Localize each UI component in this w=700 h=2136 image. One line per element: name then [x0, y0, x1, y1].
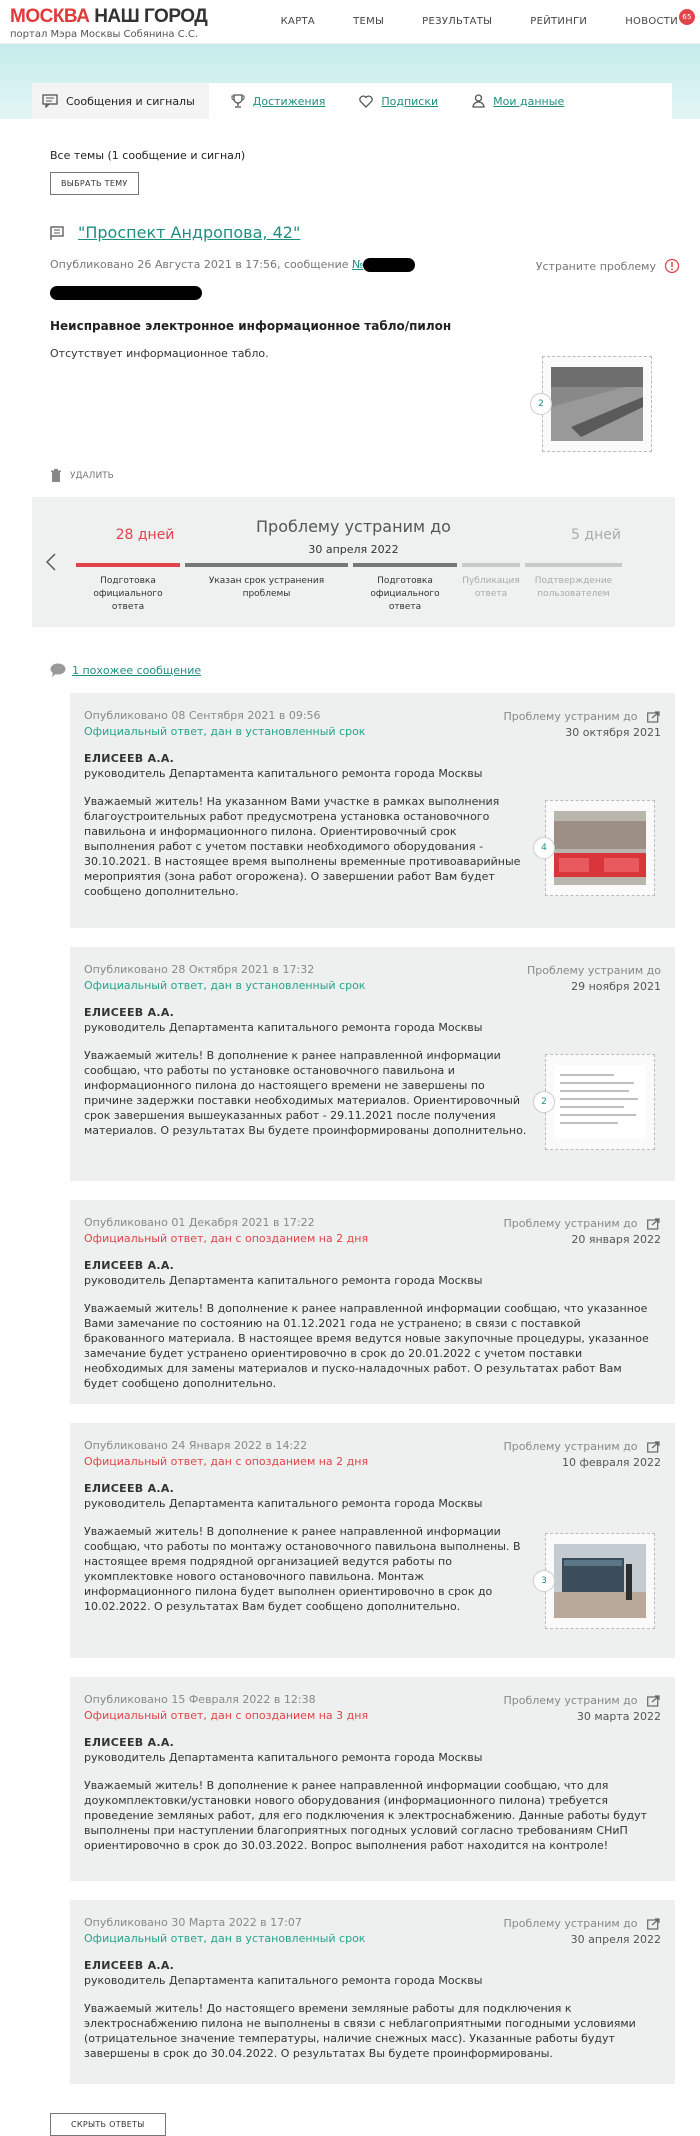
nav-news[interactable]: [625, 13, 692, 27]
answer-deadline: [503, 1216, 661, 1248]
answer-text: Уважаемый житель! На указанном Вами участке в рамках выполнения благоустроительных работ предусмотрена установка остановочного павильона и информационного пилона. Ориентировочный срок выполнения работ с учетом поставки необходимого оборудования - 30.10.2021. В настоящее время выполнены временные противоаварийные мероприятия (зона работ огорожена). О завершении работ Вам будет сообщено дополнительно.: [84, 795, 521, 898]
answer-fix-label: Проблему устраним до: [503, 1917, 638, 1930]
share-icon[interactable]: [647, 1918, 661, 1930]
answer-status: Официальный ответ, дан с опозданием на 2 дня: [84, 1232, 369, 1245]
tab-achievements-label: Достижения: [252, 94, 326, 108]
message-published: Опубликовано 26 Августа 2021 в 17:56, сообщение: [50, 258, 353, 271]
step-bar-2: [185, 563, 348, 567]
tab-my-data-label: Мои данные: [493, 94, 565, 108]
answer-deadline: [503, 1693, 661, 1725]
answer-photo[interactable]: [541, 1533, 655, 1629]
answer-deadline: [527, 963, 661, 995]
answer-author-position: руководитель Департамента капитального ремонта города Москвы: [84, 1021, 483, 1034]
message-body: [50, 319, 700, 469]
step-label-3: Подготовка официального ответа: [370, 576, 440, 612]
answer-text: Уважаемый житель! В дополнение к ранее направленной информации сообщаю, что работы по монтажу остановочного павильона выполнены. В настоящее время подрядной организацией ведутся работы по укомплектовке нового остановочного павильона. Монтаж информационного пилона будет выполнен ориентировочно в срок до 10.02.2022. О результатах Вам будет сообщено дополнительно.: [84, 1525, 521, 1613]
profile-band: [0, 44, 700, 119]
nav-map[interactable]: КАРТА: [280, 16, 316, 27]
answer-author-position: руководитель Департамента капитального ремонта города Москвы: [84, 1974, 483, 1987]
main-content: [0, 149, 700, 483]
answer-photo[interactable]: [541, 800, 655, 896]
answer-author-position: руководитель Департамента капитального ремонта города Москвы: [84, 1497, 483, 1510]
message-address-link[interactable]: "Проспект Андропова, 42": [78, 223, 301, 242]
step-bar-3: [353, 563, 457, 567]
answers-list: [0, 693, 700, 2084]
choose-topic-button[interactable]: ВЫБРАТЬ ТЕМУ: [50, 172, 139, 195]
comment-icon: [50, 663, 66, 677]
share-icon[interactable]: [647, 1218, 661, 1230]
share-icon[interactable]: [647, 1441, 661, 1453]
answer-card: [70, 693, 675, 928]
tab-messages-label: Сообщения и сигналы: [66, 94, 195, 108]
answer-card: [70, 1423, 675, 1658]
step-label-5: Подтверждение пользователем: [534, 576, 613, 599]
answer-photo-thumbnail: [554, 1544, 646, 1618]
answer-date: Опубликовано 01 Декабря 2021 в 17:22: [84, 1216, 315, 1229]
hide-answers-button[interactable]: СКРЫТЬ ОТВЕТЫ: [50, 2113, 166, 2136]
step-bar-4: [462, 563, 520, 567]
step-label-2: Указан срок устранения проблемы: [208, 576, 325, 599]
trash-icon: [50, 469, 62, 483]
answer-date: Опубликовано 15 Февраля 2022 в 12:38: [84, 1693, 316, 1706]
answer-deadline: [503, 1439, 661, 1471]
logo[interactable]: [10, 6, 207, 40]
answer-author-name: ЕЛИСЕЕВ А.А.: [84, 1006, 175, 1019]
answer-fix-label: Проблему устраним до: [503, 1440, 638, 1453]
photo-thumbnail: [551, 367, 643, 441]
nav-topics[interactable]: ТЕМЫ: [353, 16, 385, 27]
chat-icon: [42, 94, 58, 108]
answer-author-name: ЕЛИСЕЕВ А.А.: [84, 1959, 175, 1972]
answer-fix-date: 29 ноября 2021: [571, 980, 661, 993]
answer-photo-thumbnail: [554, 811, 646, 885]
answer-fix-date: 30 октября 2021: [565, 726, 661, 739]
profile-tabs: [32, 83, 672, 119]
delete-label: УДАЛИТЬ: [70, 471, 114, 481]
logo-subtitle: портал Мэра Москвы Собянина С.С.: [10, 29, 199, 40]
answer-deadline: [503, 709, 661, 741]
answer-status: Официальный ответ, дан в установленный срок: [84, 725, 366, 738]
message-title: Неисправное электронное информационное табло/пилон: [50, 319, 452, 333]
tab-subscriptions[interactable]: [347, 83, 450, 119]
answer-status: Официальный ответ, дан с опозданием на 2 дня: [84, 1455, 369, 1468]
message-description: Отсутствует информационное табло.: [50, 347, 269, 360]
answer-document-thumbnail: [554, 1065, 646, 1139]
nav-ratings[interactable]: РЕЙТИНГИ: [530, 16, 588, 27]
news-count-badge: 65: [679, 9, 695, 25]
photo-count: 2: [530, 393, 552, 415]
answer-photo[interactable]: [541, 1054, 655, 1150]
tab-my-data[interactable]: [460, 83, 576, 119]
answer-author-position: руководитель Департамента капитального ремонта города Москвы: [84, 1274, 483, 1287]
fix-problem-status: [536, 258, 680, 274]
share-icon[interactable]: [647, 1695, 661, 1707]
answer-card: [70, 1677, 675, 1881]
step-bar-1: [76, 563, 180, 567]
answer-fix-date: 10 февраля 2022: [561, 1456, 661, 1469]
similar-messages: [50, 663, 700, 677]
main-nav: [243, 13, 692, 27]
progress-deadline: 30 апреля 2022: [308, 543, 399, 556]
answer-status: Официальный ответ, дан в установленный срок: [84, 979, 366, 992]
nav-results[interactable]: РЕЗУЛЬТАТЫ: [422, 16, 493, 27]
progress-panel: [32, 497, 675, 627]
alert-icon: [664, 258, 680, 274]
redacted-number: [363, 258, 415, 272]
step-bar-5: [525, 563, 622, 567]
answer-date: Опубликовано 24 Января 2022 в 14:22: [84, 1439, 308, 1452]
answer-author-name: ЕЛИСЕЕВ А.А.: [84, 1482, 175, 1495]
message-header: [50, 223, 700, 242]
answer-text: Уважаемый житель! В дополнение к ранее направленной информации сообщаю, что указанное Вами замечание по состоянию на 01.12.2021 года не устранено; в связи с поставкой бракованного материала. В настоящее время ведутся новые закупочные процедуры, указанное замечание будет устранено ориентировочно в срок до 20.01.2022 с учетом поставки необходимых для замены материалов и пуско-наладочных работ. О результатах работ Вам будет сообщено дополнительно.: [84, 1302, 649, 1390]
nav-news-label: НОВОСТИ: [625, 16, 678, 27]
answer-card: [70, 1200, 675, 1404]
all-topics-label: Все темы (1 сообщение и сигнал): [50, 149, 246, 162]
message-flag-icon: [50, 226, 64, 240]
tab-messages[interactable]: [32, 83, 209, 119]
answer-date: Опубликовано 28 Октября 2021 в 17:32: [84, 963, 315, 976]
answer-photo-count: 2: [533, 1091, 555, 1113]
message-number-prefix[interactable]: №: [352, 258, 364, 271]
logo-moscow: МОСКВА: [10, 6, 90, 27]
tab-subscriptions-label: Подписки: [381, 94, 439, 108]
answer-author-position: руководитель Департамента капитального ремонта города Москвы: [84, 767, 483, 780]
tab-achievements[interactable]: [219, 83, 338, 119]
fix-problem-label: Устраните проблему: [535, 259, 656, 273]
header: [0, 0, 700, 44]
answer-card: [70, 1900, 675, 2084]
answer-author-name: ЕЛИСЕЕВ А.А.: [84, 1259, 175, 1272]
message-meta: [50, 258, 700, 272]
answer-status: Официальный ответ, дан в установленный срок: [84, 1932, 366, 1945]
answer-photo-count: 4: [533, 837, 555, 859]
days-elapsed: 28 дней: [115, 527, 175, 543]
heart-icon: [359, 95, 373, 108]
delete-action[interactable]: [50, 469, 700, 483]
answer-status: Официальный ответ, дан с опозданием на 3 дня: [84, 1709, 369, 1722]
days-remaining: 5 дней: [571, 527, 621, 543]
user-icon: [472, 94, 485, 108]
answer-deadline: [503, 1916, 661, 1948]
redacted-author: [50, 286, 202, 300]
answer-author-name: ЕЛИСЕЕВ А.А.: [84, 1736, 175, 1749]
answer-text: Уважаемый житель! В дополнение к ранее направленной информации сообщаю, что для доукомплектовки/установки нового оборудования (информационного пилона) требуется проведение земляных работ, для его подключения к электроснабжению. Данные работы будут выполнены при наступлении благоприятных погодных условий согласно требованиям СНиП ориентировочно в срок до 30.03.2022. Вопрос выполнения работ находится на контроле!: [84, 1779, 648, 1852]
trophy-icon: [231, 94, 245, 108]
answer-date: Опубликовано 30 Марта 2022 в 17:07: [84, 1916, 302, 1929]
message-photo[interactable]: [538, 356, 652, 452]
answer-card: [70, 947, 675, 1181]
step-label-4: Публикация ответа: [462, 576, 520, 599]
answer-date: Опубликовано 08 Сентября 2021 в 09:56: [84, 709, 321, 722]
step-label-1: Подготовка официального ответа: [93, 576, 163, 612]
answer-photo-count: 3: [533, 1570, 555, 1592]
answer-text: Уважаемый житель! В дополнение к ранее направленной информации сообщаю, что работы по установке остановочного павильона и информационного пилона до настоящего времени не завершены по причине задержки поставки необходимых материалов. Ориентировочный срок завершения вышеуказанных работ - 29.11.2021 после получения материалов. О результатах Вы будете проинформированы дополнительно.: [84, 1049, 527, 1137]
logo-our-city: НАШ ГОРОД: [94, 6, 208, 27]
share-icon[interactable]: [647, 711, 661, 723]
answer-fix-label: Проблему устраним до: [503, 1217, 638, 1230]
similar-messages-link[interactable]: 1 похожее сообщение: [72, 663, 202, 677]
answer-fix-date: 20 января 2022: [571, 1233, 661, 1246]
answer-author-name: ЕЛИСЕЕВ А.А.: [84, 752, 175, 765]
answer-fix-date: 30 апреля 2022: [570, 1933, 661, 1946]
answer-fix-label: Проблему устраним до: [503, 1694, 638, 1707]
answer-text: Уважаемый житель! До настоящего времени земляные работы для подключения к электроснабжению пилона не выполнены в связи с неблагоприятными погодными условиями (отрицательное значение температуры, наличие снежных масс). Указанные работы будут завершены в срок до 30.04.2022. О результатах Вы будете проинформированы.: [84, 2002, 636, 2060]
answer-fix-label: Проблему устраним до: [526, 964, 661, 977]
answer-fix-date: 30 марта 2022: [576, 1710, 661, 1723]
progress-title: Проблему устраним до: [256, 517, 451, 536]
answer-fix-label: Проблему устраним до: [503, 710, 638, 723]
answer-author-position: руководитель Департамента капитального ремонта города Москвы: [84, 1751, 483, 1764]
